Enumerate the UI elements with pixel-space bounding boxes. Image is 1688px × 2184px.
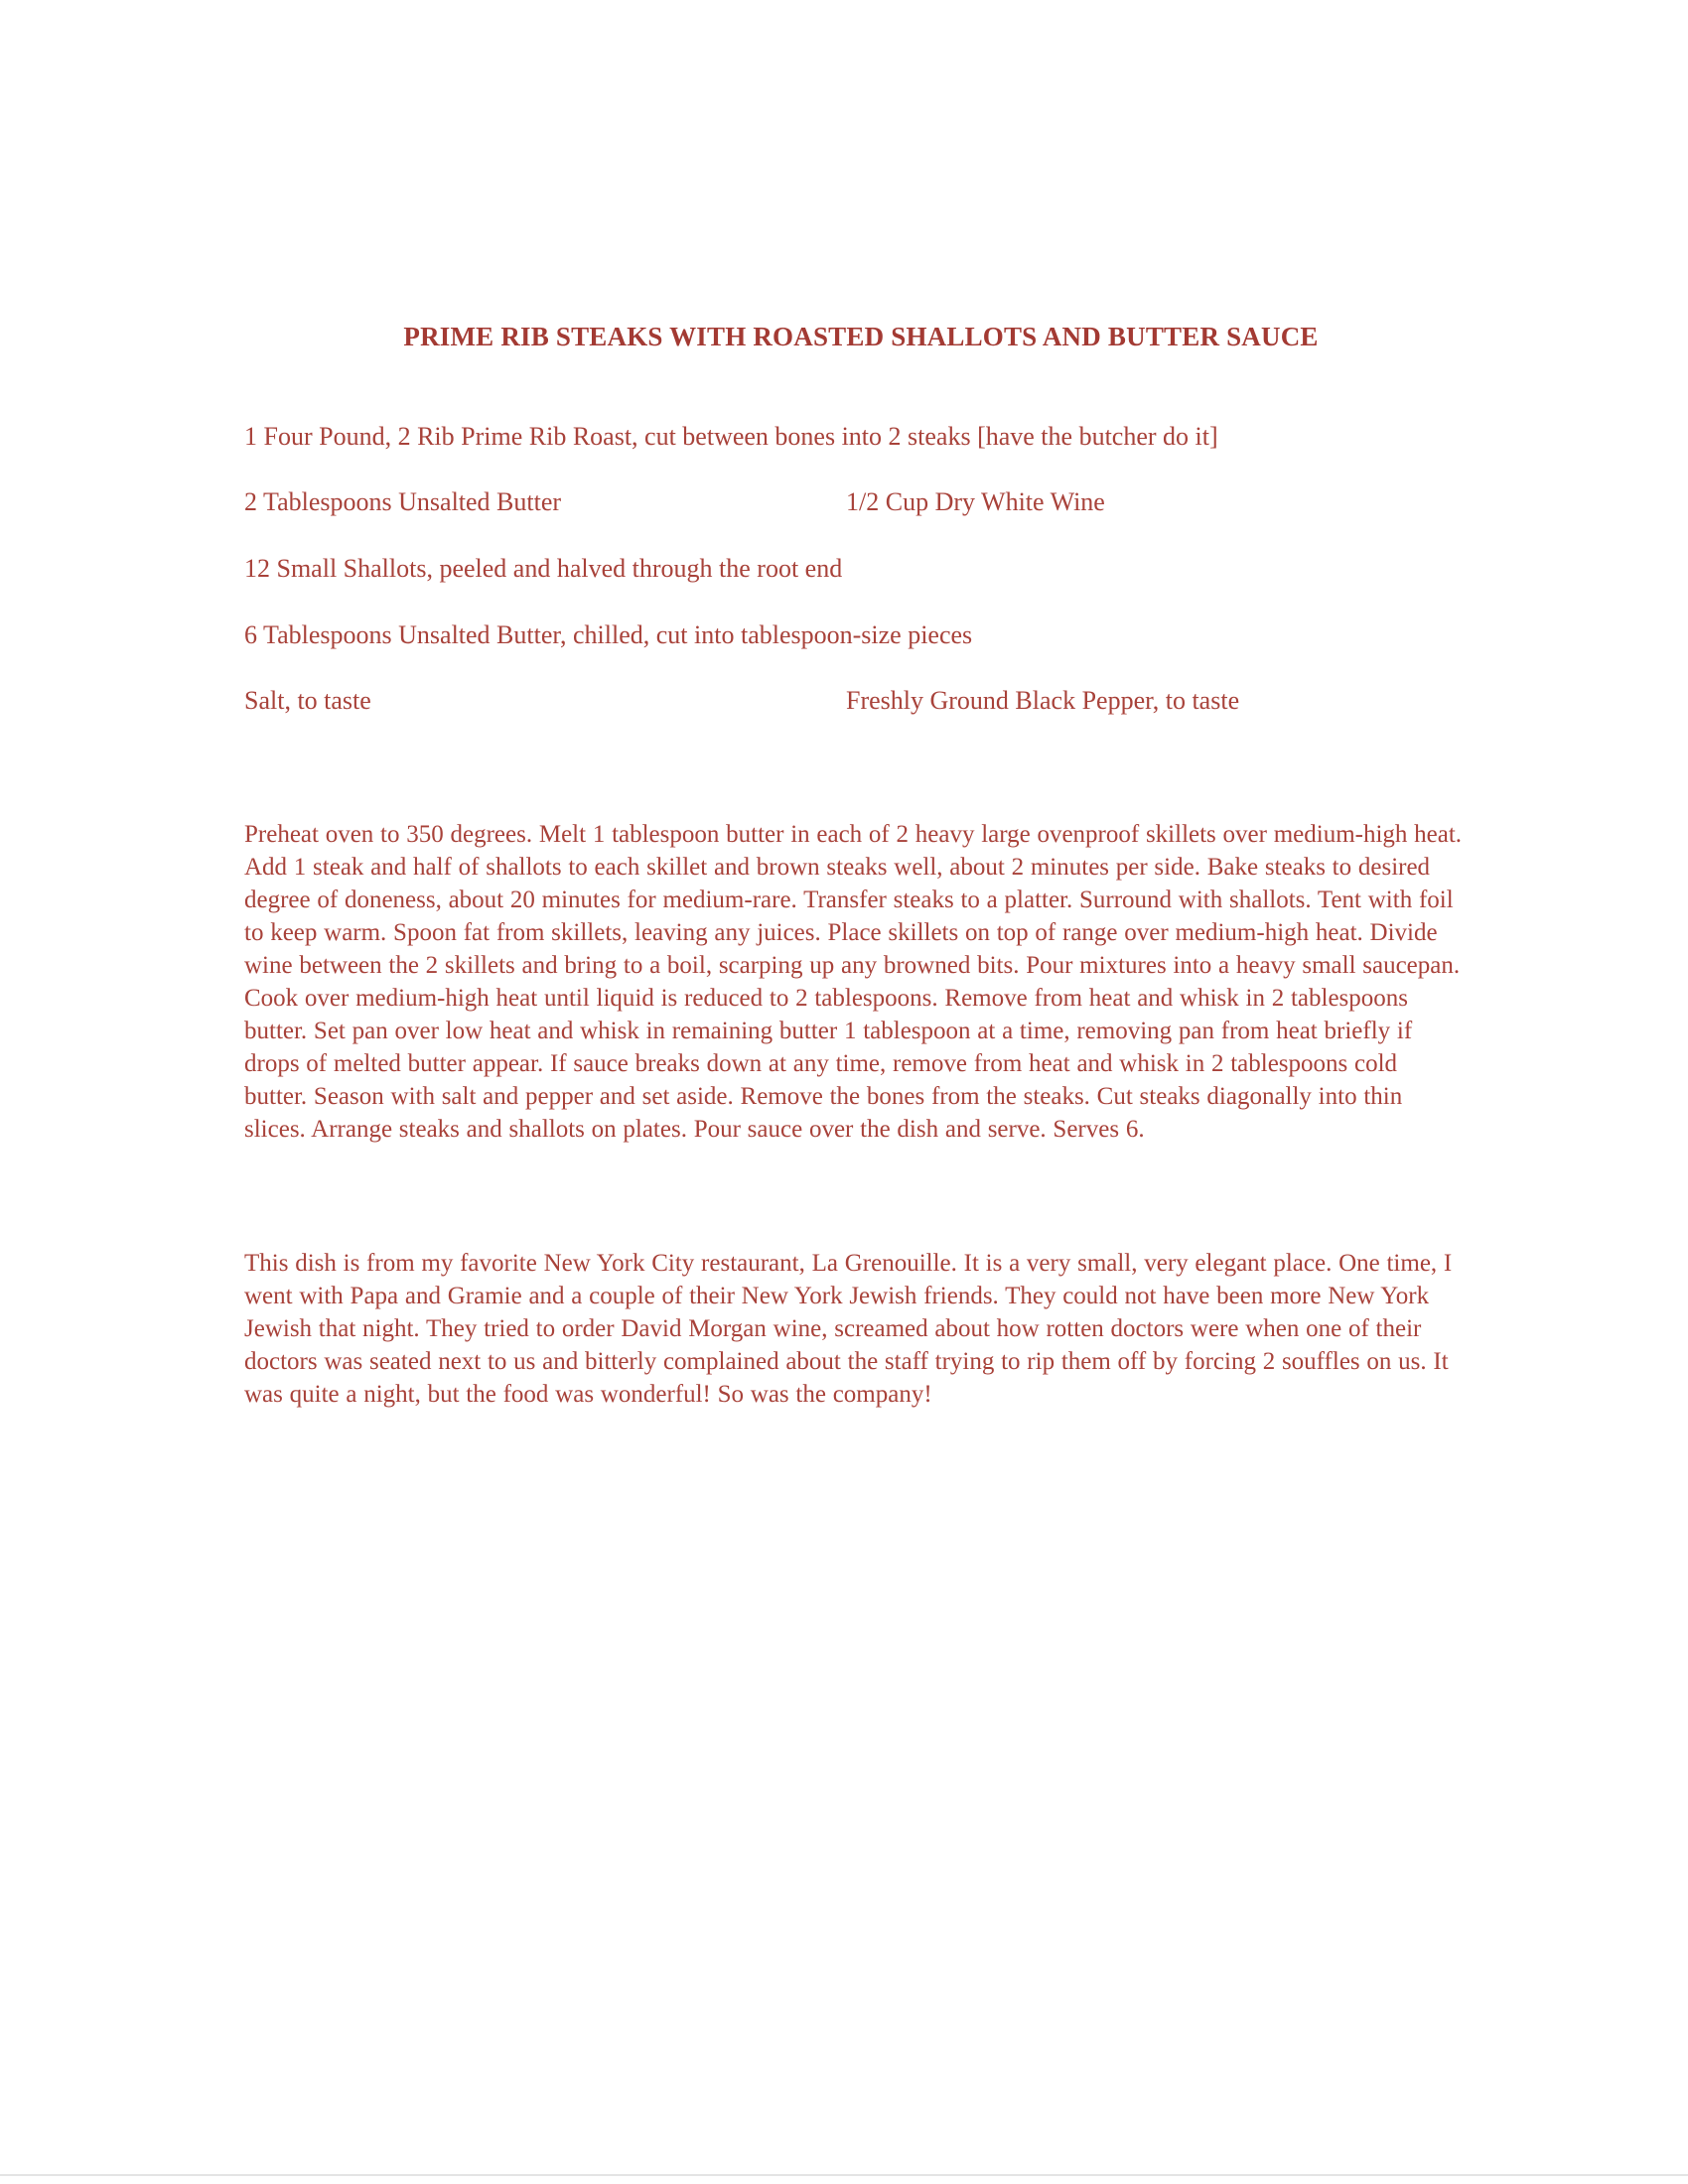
- ingredient-pepper: Freshly Ground Black Pepper, to taste: [846, 686, 1240, 715]
- recipe-title: PRIME RIB STEAKS WITH ROASTED SHALLOTS AND BUTTER SAUCE: [403, 322, 1319, 351]
- recipe-directions: Preheat oven to 350 degrees. Melt 1 tablespoon butter in each of 2 heavy large ovenproof skillets over medium-high heat. Add 1 steak and half of shallots to each skillet and brown steaks well, about 2 minutes per side. Bake steaks to desired degree of doneness, about 20 minutes for medium-rare. Transfer steaks to a platter. Surround with shallots. Tent with foil to keep warm. Spoon fat from skillets, leaving any juices. Place skillets on top of range over medium-high heat. Divide wine between the 2 skillets and bring to a boil, scarping up any browned bits. Pour mixtures into a heavy small saucepan. Cook over medium-high heat until liquid is reduced to 2 tablespoons. Remove from heat and whisk in 2 tablespoons butter. Set pan over low heat and whisk in remaining butter 1 tablespoon at a time, removing pan from heat briefly if drops of melted butter appear. If sauce breaks down at any time, remove from heat and whisk in 2 tablespoons cold butter. Season with salt and pepper and set aside. Remove the bones from the steaks. Cut steaks diagonally into thin slices. Arrange steaks and shallots on plates. Pour sauce over the dish and serve. Serves 6.: [244, 821, 1463, 1143]
- ingredient-chilled-butter: 6 Tablespoons Unsalted Butter, chilled, cut into tablespoon-size pieces: [244, 620, 973, 649]
- ingredient-roast: 1 Four Pound, 2 Rib Prime Rib Roast, cut between bones into 2 steaks [have the butcher do it]: [244, 422, 1218, 451]
- ingredient-shallots: 12 Small Shallots, peeled and halved through the root end: [244, 554, 843, 583]
- ingredient-wine: 1/2 Cup Dry White Wine: [846, 487, 1105, 516]
- ingredient-salt: Salt, to taste: [244, 686, 371, 715]
- ingredient-butter: 2 Tablespoons Unsalted Butter: [244, 487, 562, 516]
- recipe-note: This dish is from my favorite New York City restaurant, La Grenouille. It is a very small, very elegant place. One time, I went with Papa and Gramie and a couple of their New York Jewish friends. They could not have been more New York Jewish that night. They tried to order David Morgan wine, screamed about how rotten doctors were when one of their doctors was seated next to us and bitterly complained about the staff trying to rip them off by forcing 2 souffles on us. It was quite a night, but the food was wonderful! So was the company!: [244, 1250, 1453, 1408]
- scan-edge-line: [0, 2174, 1688, 2176]
